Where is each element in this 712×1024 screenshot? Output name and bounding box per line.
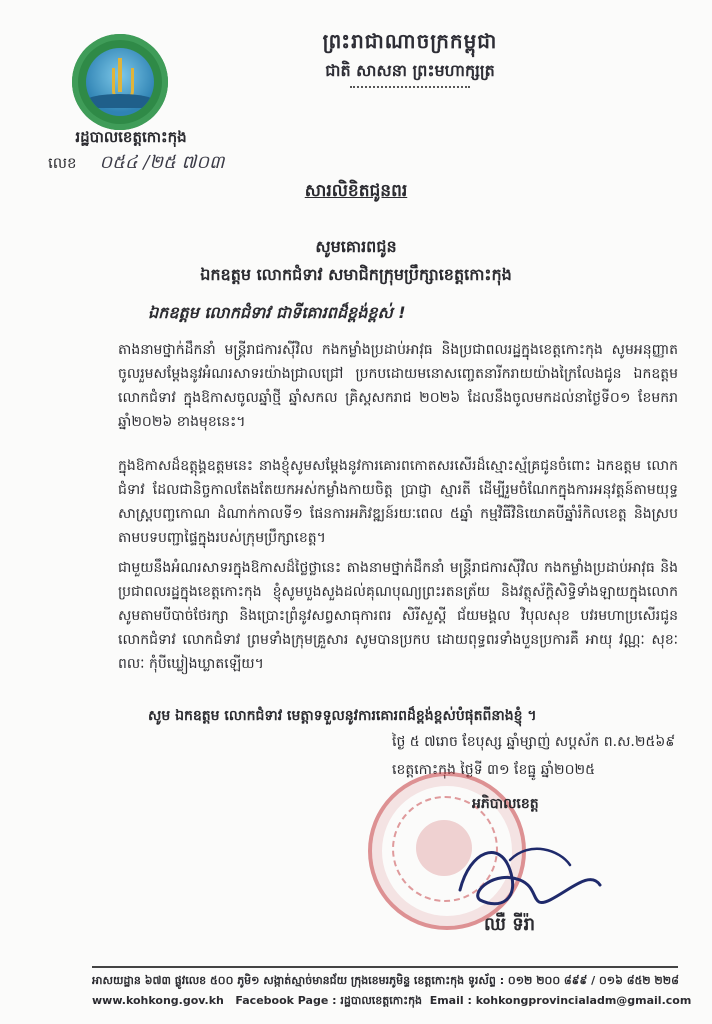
respectfully-to: សូមគោរពជូន: [315, 237, 397, 256]
lunar-date: ថ្ងៃ ៥ ៧រោច ខែបុស្ស ឆ្នាំម្សាញ់ សប្តស័ក ព.ស.២៥៦៩: [392, 734, 676, 750]
place-and-date: ខេត្តកោះកុង ថ្ងៃទី ៣១ ខែធ្នូ ឆ្នាំ២០២៥: [392, 762, 596, 778]
body-paragraph-1: តាងនាមថ្នាក់ដឹកនាំ មន្ត្រីរាជការស៊ីវិល កងកម្លាំងប្រដាប់អាវុធ និងប្រជាពលរដ្ឋក្នុងខេត្តកោះកុង សូមអនុញ្ញាតចូលរួមសម្ដែងនូវអំណរសាទរយ៉ាងជ្រាលជ្រៅ ប្រកបដោយមនោសញ្ចេតនារីករាយយ៉ាងក្រៃលែងជូន ឯកឧត្តម លោកជំទាវ ក្នុងឱកាសចូលឆ្នាំថ្មី ឆ្នាំសកល គ្រិស្តសករាជ ២០២៦ ដែលនឹងចូលមកដល់នាថ្ងៃទី០១ ខែមករា ឆ្នាំ២០២៦ ខាងមុខនេះ។: [118, 342, 678, 430]
recipient-line: ឯកឧត្តម លោកជំទាវ សមាជិកក្រុមប្រឹក្សាខេត្តកោះកុង: [200, 265, 512, 284]
footer-email: kohkongprovincialadm@gmail.com: [475, 994, 692, 1007]
issuing-institution: រដ្ឋបាលខេត្តកោះកុង: [75, 128, 187, 146]
closing-line: សូម ឯកឧត្តម លោកជំទាវ មេត្តាទទួលនូវការគោរពដ៏ខ្ពង់ខ្ពស់បំផុតពីនាងខ្ញុំ ។: [148, 708, 537, 724]
kingdom-heading: ព្រះរាជាណាចក្រកម្ពុជា: [322, 29, 498, 53]
national-motto: ជាតិ សាសនា ព្រះមហាក្សត្រ: [325, 61, 495, 80]
footer-facebook: រដ្ឋបាលខេត្តកោះកុង: [340, 994, 423, 1007]
footer-address: អាសយដ្ឋាន ៦៧៣ ផ្លូវលេខ ៥០០ ភូមិ១ សង្កាត់ស្មាច់មានជ័យ ក្រុងខេមរភូមិន្ទ ខេត្តកោះកុង ទូរស័ព្ទ : ០១២ ២០០ ៨៩៩ / ០១៦ ៨៥២ ២២៨: [92, 974, 679, 987]
footer-website: www.kohkong.gov.kh: [92, 994, 224, 1007]
footer-facebook-label: Facebook Page :: [235, 994, 337, 1007]
heading-divider: [350, 86, 470, 94]
letter-title: សារលិខិតជូនពរ: [304, 181, 408, 201]
reference-value: ០៥៤ /២៥ ៧០៣: [99, 152, 225, 173]
body-paragraph-2: ក្នុងឱកាសដ៏ឧត្តុង្គឧត្តមនេះ នាងខ្ញុំសូមសម្ដែងនូវការគោរពកោតសរសើរដ៏ស្មោះស្ម័គ្រជូនចំពោះ ឯកឧត្តម លោកជំទាវ ដែលជានិច្ចកាលតែងតែយកអស់កម្លាំងកាយចិត្ត ប្រាជ្ញា ស្មារតី ដើម្បីរួមចំណែកក្នុងការអនុវត្តន៍តាមយុទ្ធសាស្ត្របញ្ចកោណ ដំណាក់កាលទី១ ផែនការអភិវឌ្ឍន៍រយៈពេល ៥ឆ្នាំ កម្មវិធីវិនិយោគបីឆ្នាំរំកិលខេត្ត និងស្របតាមបទបញ្ជាផ្ទៃក្នុងរបស់ក្រុមប្រឹក្សាខេត្ត។: [118, 458, 678, 546]
salutation: ឯកឧត្តម លោកជំទាវ ជាទីគោរពដ៏ខ្ពង់ខ្ពស់ !: [148, 303, 406, 322]
signer-title: អភិបាលខេត្ត: [472, 796, 539, 812]
reference-number: [48, 150, 224, 177]
reference-label: លេខ: [48, 154, 77, 172]
footer-contacts: [92, 994, 692, 1010]
footer-email-label: Email :: [429, 994, 472, 1007]
footer-divider: [92, 966, 678, 968]
provincial-emblem-icon: [72, 34, 168, 130]
body-paragraph-3: ជាមួយនឹងអំណរសាទរក្នុងឱកាសដ៏ថ្លៃថ្លានេះ តាងនាមថ្នាក់ដឹកនាំ មន្ត្រីរាជការស៊ីវិល កងកម្លាំងប្រដាប់អាវុធ និងប្រជាពលរដ្ឋក្នុងខេត្តកោះកុង ខ្ញុំសូមបួងសួងដល់គុណបុណ្យព្រះរតនត្រ័យ និងវត្ថុស័ក្តិសិទ្ធិទាំងឡាយក្នុងលោក សូមតាមបីបាច់ថែរក្សា និងប្រោះព្រំនូវសព្វសាធុការពរ សិរីសួស្តី ជ័យមង្គល វិបុលសុខ បវរមហាប្រសើរជូន លោកជំទាវ លោកជំទាវ ព្រមទាំងក្រុមគ្រួសារ សូមបានប្រកប ដោយពុទ្ធពរទាំងបួនប្រការគឺ អាយុ វណ្ណៈ សុខៈ ពលៈ កុំបីឃ្លៀងឃ្លាតឡើយ។: [118, 560, 678, 672]
signer-name: ឈឺ ទីរ៉ា: [484, 914, 536, 935]
signature-icon: [440, 830, 610, 920]
